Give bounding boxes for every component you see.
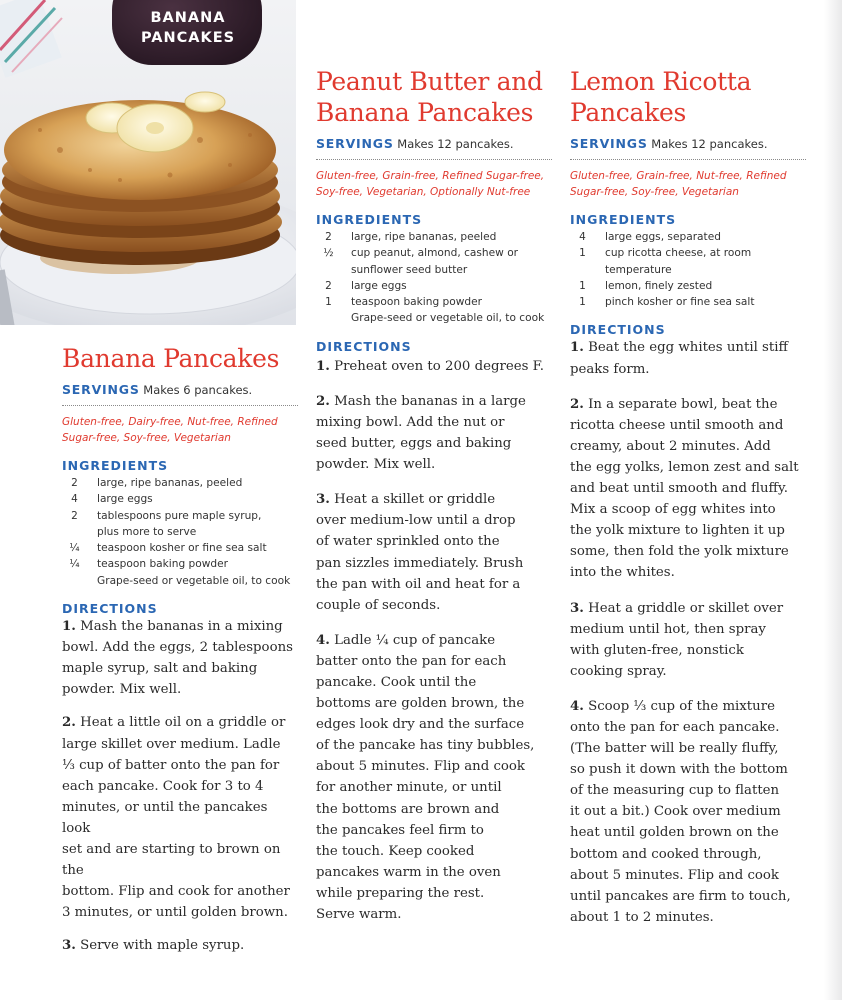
- ingredient-text: [595, 294, 806, 310]
- step-line: the yolk mixture to lighten it up: [570, 523, 785, 539]
- ingredients-list: [570, 229, 806, 310]
- step-line: Preheat oven to 200 degrees F.: [334, 358, 545, 374]
- step-line: pancakes warm in the oven: [316, 864, 501, 880]
- step-line: powder. Mix well.: [62, 682, 182, 698]
- ingredient-item: [316, 245, 552, 278]
- ingredient-qty: ¼: [69, 558, 80, 571]
- step-number: 3.: [316, 492, 330, 508]
- diet-tags-line: Sugar-free, Soy-free, Vegetarian: [62, 432, 231, 444]
- ingredients-heading: INGREDIENTS: [316, 212, 423, 227]
- ingredient-item: [62, 475, 298, 491]
- directions-heading: DIRECTIONS: [570, 322, 666, 338]
- diet-tags-line: Soy-free, Vegetarian, Optionally Nut-free: [316, 186, 531, 198]
- ingredient-qty: 1: [325, 296, 332, 309]
- step-line: powder. Mix well.: [316, 457, 436, 473]
- diet-tags: [316, 168, 552, 200]
- step-line: of water sprinkled onto the: [316, 534, 500, 550]
- direction-step: [570, 598, 806, 682]
- step-line: ricotta cheese until smooth and: [570, 417, 784, 433]
- ingredient-line: cup ricotta cheese, at room: [605, 247, 752, 260]
- ingredient-line: large eggs: [97, 493, 153, 506]
- ingredient-text: [87, 491, 298, 507]
- ingredient-text: [341, 278, 552, 294]
- ingredient-line: Grape-seed or vegetable oil, to cook: [351, 312, 545, 325]
- ingredient-item: [316, 310, 552, 326]
- step-number: 2.: [62, 715, 76, 731]
- servings-label: SERVINGS: [62, 382, 140, 397]
- step-line: while preparing the rest.: [316, 885, 485, 901]
- step-line: until pancakes are firm to touch,: [570, 888, 791, 904]
- direction-step: [316, 391, 552, 475]
- step-line: Beat the egg whites until stiff: [588, 340, 788, 356]
- step-line: Heat a skillet or griddle: [334, 492, 496, 508]
- directions-heading: DIRECTIONS: [62, 601, 158, 617]
- step-line: bottoms are golden brown, the: [316, 696, 525, 712]
- diet-tags: [62, 414, 298, 446]
- ingredients-heading: INGREDIENTS: [62, 458, 169, 473]
- directions-list: [316, 356, 552, 925]
- step-line: pancake. Cook until the: [316, 675, 477, 690]
- recipe-banana-pancakes: [62, 343, 298, 968]
- ingredient-line: large eggs: [351, 279, 407, 292]
- step-line: edges look dry and the surface: [316, 717, 525, 733]
- jar-label-line: BANANA: [150, 10, 226, 26]
- diet-tags-line: Gluten-free, Grain-free, Nut-free, Refined: [570, 170, 787, 182]
- step-line: peaks form.: [570, 361, 650, 377]
- step-number: 2.: [570, 396, 584, 412]
- step-number: 1.: [316, 358, 330, 374]
- ingredient-text: [316, 310, 552, 326]
- step-line: so push it down with the bottom: [570, 762, 788, 778]
- ingredient-line: large, ripe bananas, peeled: [97, 477, 243, 489]
- recipe-lemon-ricotta-pancakes: [570, 66, 806, 942]
- ingredient-qty: 2: [71, 509, 78, 522]
- ingredient-item: [570, 278, 806, 294]
- step-line: and beat until smooth and fluffy.: [570, 481, 788, 497]
- ingredient-qty: 2: [325, 231, 332, 243]
- step-line: with gluten-free, nonstick: [570, 642, 744, 658]
- step-number: 2.: [316, 393, 330, 409]
- directions-list: [62, 616, 298, 956]
- step-line: couple of seconds.: [316, 597, 441, 613]
- recipe-title: [316, 66, 552, 128]
- ingredient-line: cup peanut, almond, cashew or: [351, 247, 519, 260]
- step-line: each pancake. Cook for 3 to 4: [62, 778, 264, 794]
- step-line: Heat a griddle or skillet over: [588, 600, 784, 616]
- step-line: medium until hot, then spray: [570, 621, 766, 637]
- ingredients-list: [62, 475, 298, 589]
- step-number: 4.: [570, 698, 584, 714]
- step-number: 1.: [570, 340, 584, 356]
- step-line: Mash the bananas in a large: [334, 393, 526, 409]
- ingredient-text: [62, 573, 298, 589]
- direction-step: [62, 712, 298, 923]
- direction-step: [570, 337, 806, 379]
- servings-label: SERVINGS: [570, 136, 648, 151]
- ingredient-text: [595, 229, 806, 245]
- ingredient-item: [570, 229, 806, 245]
- ingredient-text: [341, 294, 552, 310]
- direction-step: [570, 394, 806, 584]
- ingredient-item: [570, 245, 806, 278]
- jar-label: [120, 8, 256, 48]
- ingredient-line: pinch kosher or fine sea salt: [605, 296, 755, 309]
- step-line: for another minute, or until: [316, 780, 502, 796]
- ingredient-qty: 1: [579, 247, 586, 260]
- ingredient-text: [595, 245, 806, 278]
- step-line: onto the pan for each pancake.: [570, 719, 780, 735]
- ingredients-heading: INGREDIENTS: [570, 212, 677, 227]
- ingredient-line: plus more to serve: [97, 525, 197, 538]
- servings: [62, 382, 298, 397]
- napkin: [0, 0, 62, 78]
- ingredient-text: [87, 556, 298, 572]
- step-line: Serve with maple syrup.: [80, 938, 245, 954]
- step-line: the egg yolks, lemon zest and salt: [570, 459, 799, 475]
- step-number: 3.: [570, 600, 584, 616]
- step-line: pan sizzles immediately. Brush: [316, 555, 524, 571]
- step-line: about 1 to 2 minutes.: [570, 909, 714, 925]
- step-line: (The batter will be really fluffy,: [570, 741, 779, 757]
- step-line: minutes, or until the pancakes look: [62, 799, 268, 836]
- direction-step: [316, 630, 552, 925]
- direction-step: [62, 935, 298, 956]
- ingredient-qty: ¼: [69, 542, 80, 555]
- step-line: bowl. Add the eggs, 2 tablespoons: [62, 640, 293, 656]
- pancake-photo: [0, 0, 296, 325]
- ingredient-qty: ½: [323, 247, 334, 260]
- step-line: Ladle ¼ cup of pancake: [334, 632, 496, 648]
- step-line: about 5 minutes. Flip and cook: [570, 867, 779, 883]
- step-line: the pan with oil and heat for a: [316, 576, 521, 592]
- step-line: some, then fold the yolk mixture: [570, 544, 789, 560]
- ingredient-text: [341, 229, 552, 245]
- ingredient-text: [341, 245, 552, 278]
- step-number: 1.: [62, 619, 76, 635]
- ingredient-item: [316, 229, 552, 245]
- recipe-title: [62, 343, 298, 374]
- ingredient-qty: 2: [325, 279, 332, 292]
- ingredient-text: [595, 278, 806, 294]
- ingredient-item: [316, 278, 552, 294]
- direction-step: [570, 696, 806, 928]
- servings: [316, 136, 552, 151]
- ingredient-line: temperature: [605, 263, 672, 276]
- servings-value: Makes 12 pancakes.: [651, 137, 768, 151]
- ingredient-item: [316, 294, 552, 310]
- step-line: ⅓ cup of batter onto the pan for: [62, 757, 280, 773]
- step-line: Mash the bananas in a mixing: [80, 619, 283, 635]
- step-line: maple syrup, salt and baking: [62, 661, 258, 677]
- step-line: heat until golden brown on the: [570, 825, 779, 841]
- recipe-title: [570, 66, 806, 128]
- page-edge-shadow: [824, 0, 842, 1000]
- ingredient-item: [62, 491, 298, 507]
- jar-label-line: PANCAKES: [140, 30, 236, 46]
- directions-list: [570, 337, 806, 927]
- step-line: 3 minutes, or until golden brown.: [62, 905, 288, 921]
- step-line: into the whites.: [570, 565, 675, 581]
- step-line: of the pancake has tiny bubbles,: [316, 738, 535, 754]
- step-line: Scoop ⅓ cup of the mixture: [588, 698, 775, 714]
- step-line: seed butter, eggs and baking: [316, 436, 512, 452]
- ingredient-item: [62, 556, 298, 572]
- step-number: 4.: [316, 632, 330, 648]
- ingredient-line: large eggs, separated: [605, 231, 721, 243]
- step-line: Mix a scoop of egg whites into: [570, 502, 776, 518]
- ingredient-line: sunflower seed butter: [351, 263, 468, 276]
- servings-value: Makes 6 pancakes.: [143, 383, 253, 397]
- ingredient-line: lemon, finely zested: [605, 279, 713, 292]
- diet-tags-line: Gluten-free, Grain-free, Refined Sugar-free,: [316, 170, 545, 182]
- step-line: large skillet over medium. Ladle: [62, 736, 281, 752]
- recipe-title-line: Banana Pancakes: [62, 344, 280, 373]
- ingredient-qty: 1: [579, 296, 586, 309]
- step-line: bottom and cooked through,: [570, 846, 762, 862]
- ingredient-item: [62, 540, 298, 556]
- diet-tags-line: Gluten-free, Dairy-free, Nut-free, Refined: [62, 416, 278, 428]
- ingredient-line: tablespoons pure maple syrup,: [97, 509, 262, 522]
- recipe-title-line: Peanut Butter and: [316, 67, 543, 96]
- step-line: Heat a little oil on a griddle or: [80, 715, 286, 731]
- step-line: over medium-low until a drop: [316, 513, 516, 529]
- servings-label: SERVINGS: [316, 136, 394, 151]
- ingredient-qty: 1: [579, 279, 586, 292]
- recipe-title-line: Pancakes: [570, 98, 686, 127]
- recipe-peanut-butter-banana-pancakes: [316, 66, 552, 939]
- step-line: set and are starting to brown on the: [62, 842, 281, 879]
- step-line: it out a bit.) Cook over medium: [570, 804, 781, 820]
- direction-step: [316, 489, 552, 616]
- dotted-divider: [62, 405, 298, 406]
- ingredients-list: [316, 229, 552, 327]
- servings-value: Makes 12 pancakes.: [397, 137, 514, 151]
- ingredient-text: [87, 508, 298, 541]
- step-line: of the measuring cup to flatten: [570, 783, 780, 799]
- ingredient-text: [87, 540, 298, 556]
- ingredient-line: large, ripe bananas, peeled: [351, 231, 497, 243]
- dotted-divider: [316, 159, 552, 160]
- direction-step: [316, 356, 552, 377]
- step-line: the bottoms are brown and: [316, 801, 500, 817]
- ingredient-line: teaspoon baking powder: [97, 558, 229, 571]
- directions-heading: DIRECTIONS: [316, 338, 412, 354]
- dotted-divider: [570, 159, 806, 160]
- step-line: In a separate bowl, beat the: [588, 396, 778, 412]
- servings: [570, 136, 806, 151]
- recipe-title-line: Banana Pancakes: [316, 98, 534, 127]
- ingredient-line: teaspoon kosher or fine sea salt: [97, 542, 267, 555]
- step-line: batter onto the pan for each: [316, 653, 507, 669]
- step-line: about 5 minutes. Flip and cook: [316, 759, 525, 775]
- step-line: creamy, about 2 minutes. Add: [570, 438, 771, 454]
- step-line: the pancakes feel firm to: [316, 822, 484, 838]
- ingredient-text: [87, 475, 298, 491]
- recipe-title-line: Lemon Ricotta: [570, 67, 752, 96]
- ingredient-qty: 2: [71, 477, 78, 489]
- ingredient-item: [62, 573, 298, 589]
- diet-tags: [570, 168, 806, 200]
- direction-step: [62, 616, 298, 700]
- step-line: cooking spray.: [570, 663, 667, 679]
- ingredient-item: [62, 508, 298, 541]
- ingredient-qty: 4: [579, 231, 586, 243]
- step-line: bottom. Flip and cook for another: [62, 884, 290, 900]
- step-line: the touch. Keep cooked: [316, 843, 475, 859]
- ingredient-qty: 4: [71, 493, 78, 506]
- ingredient-line: Grape-seed or vegetable oil, to cook: [97, 574, 291, 587]
- ingredient-item: [570, 294, 806, 310]
- step-line: Serve warm.: [316, 907, 402, 923]
- ingredient-line: teaspoon baking powder: [351, 296, 483, 309]
- step-line: mixing bowl. Add the nut or: [316, 414, 505, 430]
- step-number: 3.: [62, 938, 76, 954]
- diet-tags-line: Sugar-free, Soy-free, Vegetarian: [570, 186, 739, 198]
